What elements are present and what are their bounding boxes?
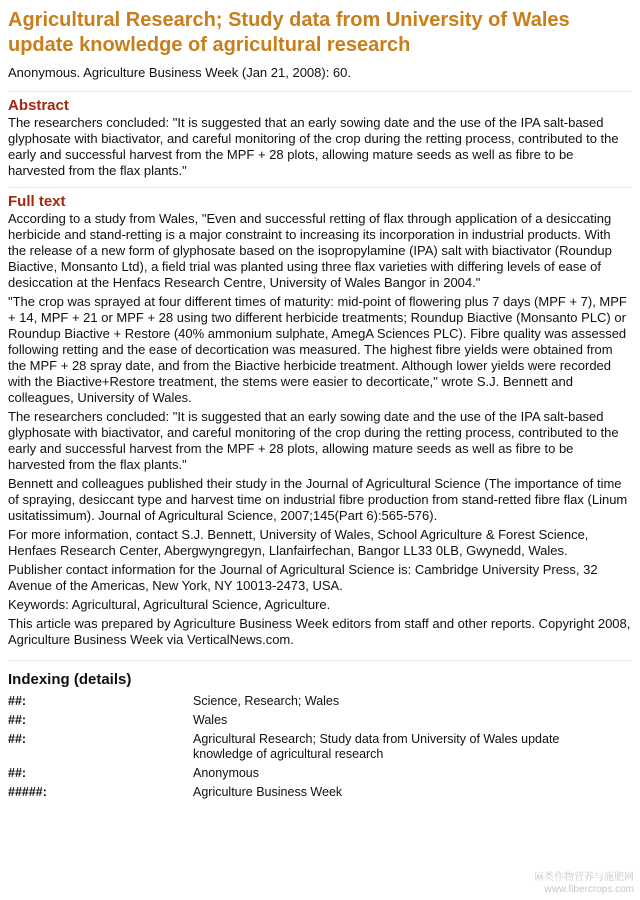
article-title: Agricultural Research; Study data from University of Wales update knowledge of agricultural research	[8, 9, 570, 56]
indexing-value: Agriculture Business Week	[193, 785, 343, 799]
indexing-value: Agricultural Research; Study data from University of Wales update knowledge of agricultural research	[193, 732, 560, 761]
indexing-row	[8, 732, 632, 762]
fulltext-paragraph: Keywords: Agricultural, Agricultural Science, Agriculture.	[8, 597, 331, 612]
indexing-value: Science, Research; Wales	[193, 694, 340, 708]
indexing-label: ##:	[8, 732, 27, 746]
indexing-table	[8, 694, 632, 800]
abstract-text: The researchers concluded: "It is suggested that an early sowing date and the use of the IPA salt-based glyphosate with biactivator, and careful monitoring of the crop during the retting process, contributed to the early and successful harvest from the MPF + 28 plots, allowing mature seeds as well as fibre to be harvested from the flax plants."	[8, 115, 619, 178]
indexing-label: ##:	[8, 766, 27, 780]
article-citation: Anonymous. Agriculture Business Week (Jan 21, 2008): 60.	[8, 65, 352, 80]
fulltext-paragraph: This article was prepared by Agriculture Business Week editors from staff and other reports. Copyright 2008, Agriculture Business Week via VerticalNews.com.	[8, 616, 631, 647]
fulltext-heading: Full text	[8, 187, 632, 211]
indexing-label: #####:	[8, 785, 47, 799]
site-watermark	[534, 872, 634, 896]
indexing-heading: Indexing (details)	[8, 660, 632, 689]
indexing-value: Wales	[193, 713, 228, 727]
indexing-label: ##:	[8, 713, 27, 727]
watermark-url: www.fibercrops.com	[544, 884, 634, 895]
indexing-row	[8, 785, 632, 800]
indexing-row	[8, 713, 632, 728]
fulltext-paragraph: Publisher contact information for the Journal of Agricultural Science is: Cambridge University Press, 32 Avenue of the Americas, New York, NY 10013-2473, USA.	[8, 562, 598, 593]
fulltext-paragraph: The researchers concluded: "It is suggested that an early sowing date and the use of the IPA salt-based glyphosate with biactivator, and careful monitoring of the crop during the retting process, contributed to the early and successful harvest from the MPF + 28 plots, allowing mature seeds as well as fibre to be harvested from the flax plants."	[8, 409, 619, 472]
fulltext-paragraph: According to a study from Wales, "Even and successful retting of flax through application of a desiccating herbicide and stand-retting is a major constraint to increasing its incorporation in industrial products. With the release of a new form of glyphosate based on the isopropylamine (IPA) salt with biactivator (Roundup Biactive, Monsanto Ltd), a field trial was planted using three flax varieties with differing levels of ease of desiccation at the Henfacs Research Centre, University of Wales Bangor in 2004."	[8, 211, 612, 290]
indexing-value: Anonymous	[193, 766, 260, 780]
indexing-row	[8, 694, 632, 709]
fulltext-paragraph: "The crop was sprayed at four different times of maturity: mid-point of flowering plus 7 days (MPF + 7), MPF + 14, MPF + 21 or MPF + 28 using two different herbicide treatments; Roundup Biactive (Monsanto PLC) or Roundup Biactive + Restore (40% ammonium sulphate, AmegA Sciences PLC). Fibre quality was assessed following retting and the ease of decortication was measured. The highest fibre yields were obtained from the MPF + 28 spray date, and from the Biactive herbicide treatment. Although lower yields were recorded with the Biactive+Restore treatment, the stems were easier to decorticate," wrote S.J. Bennett and colleagues, University of Wales.	[8, 294, 627, 405]
fulltext-paragraph: Bennett and colleagues published their study in the Journal of Agricultural Science (The importance of time of spraying, desiccant type and harvest time on industrial fibre production from stand-retted fibre flax (Linum usitatissimum). Journal of Agricultural Science, 2007;145(Part 6):565-576).	[8, 476, 628, 523]
abstract-heading: Abstract	[8, 91, 632, 115]
watermark-text: 麻类作物营养与施肥网	[534, 872, 634, 883]
indexing-label: ##:	[8, 694, 27, 708]
indexing-row	[8, 766, 632, 781]
fulltext-paragraph: For more information, contact S.J. Bennett, University of Wales, School Agriculture & Forest Science, Henfaes Research Center, Abergwyngregyn, Llanfairfechan, Bangor LL33 0LB, Gwynedd, Wales.	[8, 527, 589, 558]
